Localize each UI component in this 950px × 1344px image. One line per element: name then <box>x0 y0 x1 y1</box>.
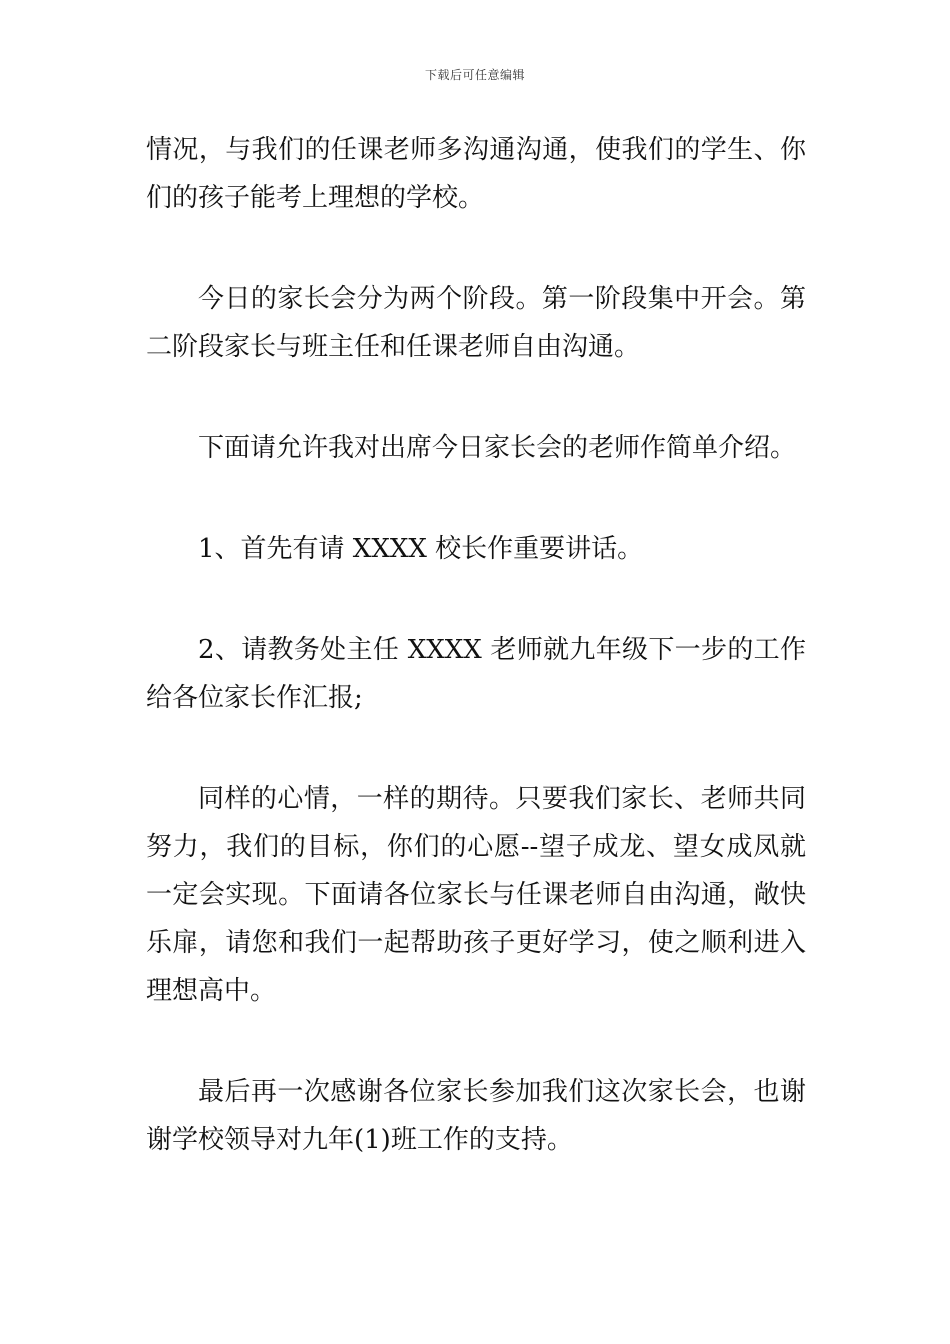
paragraph-teacher-intro: 下面请允许我对出席今日家长会的老师作简单介绍。 <box>198 433 797 463</box>
paragraph-meeting-stages: 今日的家长会分为两个阶段。第一阶段集中开会。第二阶段家长与班主任和任课老师自由沟通。 <box>146 284 806 362</box>
paragraph-item-1: 1、首先有请 XXXX 校长作重要讲话。 <box>198 534 644 564</box>
header-note: 下载后可任意编辑 <box>424 68 525 82</box>
paragraph-item-2: 2、请教务处主任 XXXX 老师就九年级下一步的工作给各位家长作汇报; <box>146 635 806 713</box>
paragraph-continuation: 情况，与我们的任课老师多沟通沟通，使我们的学生、你们的孩子能考上理想的学校。 <box>146 135 806 213</box>
paragraph-closing-thanks: 最后再一次感谢各位家长参加我们这次家长会，也谢谢学校领导对九年(1)班工作的支持。 <box>146 1077 806 1155</box>
document-body <box>146 126 806 1164</box>
paragraph-shared-hope: 同样的心情，一样的期待。只要我们家长、老师共同努力，我们的目标，你们的心愿--望子成龙、望女成凤就一定会实现。下面请各位家长与任课老师自由沟通，敞快乐扉，请您和我们一起帮助孩子更好学习，使之顺利进入理想高中。 <box>146 784 806 1006</box>
